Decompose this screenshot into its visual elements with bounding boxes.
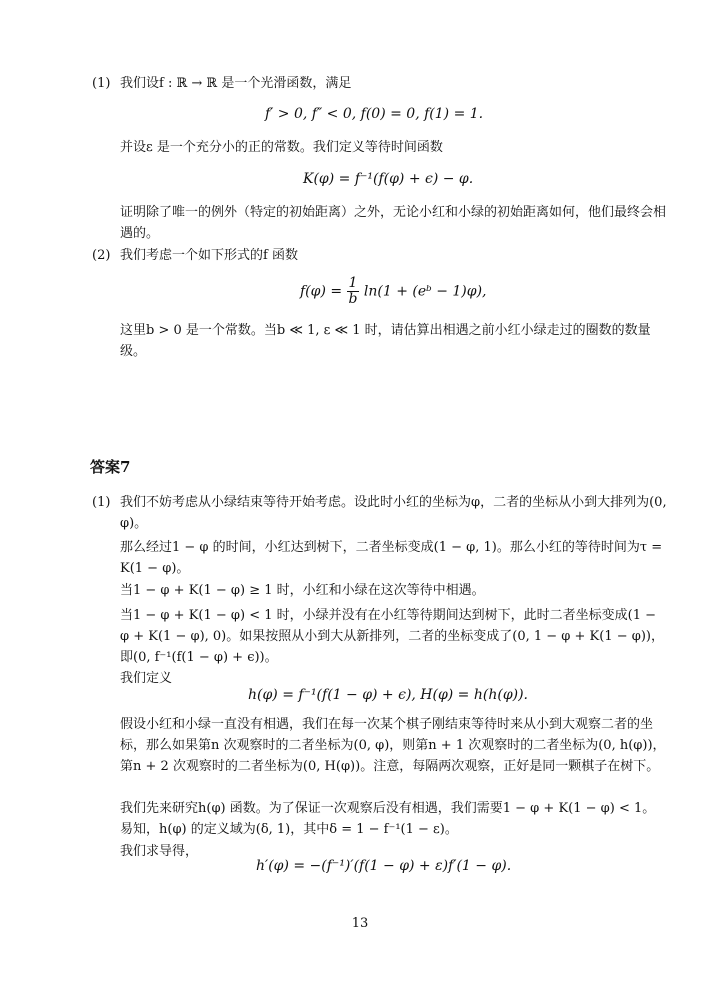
equation-h-derivative: h′(φ) = −(f⁻¹)′(f(1 − φ) + ε)f′(1 − φ). [256, 858, 512, 874]
answer-para-2: 那么经过1 − φ 的时间，小红达到树下，二者坐标变成(1 − φ, 1)。那么小红的等待时间为τ = K(1 − φ)。 [120, 540, 663, 576]
answer-para-3-block [92, 580, 667, 601]
answer-para-6: 假设小红和小绿一直没有相遇，我们在每一次某个棋子刚结束等待时来从小到大观察二者的坐标，那么如果第n 次观察时的二者坐标为(0, φ)，则第n + 1 次观察时的二者坐标为(0, h(φ))，第n + 2 次观察时的二者坐标为(0, H(φ))。注意，每隔两次观察，正好是同一颗棋子在树下。 [120, 717, 666, 774]
question-1-intro: 我们设f : ℝ → ℝ 是一个光滑函数，满足 [120, 76, 352, 91]
fraction-denominator: b [348, 291, 358, 307]
question-2 [92, 245, 667, 266]
answer-para-8: 我们求导得， [120, 844, 199, 859]
equation-waiting-function: K(φ) = f⁻¹(f(φ) + ϵ) − φ. [303, 171, 474, 187]
answer-para-5: 我们定义 [120, 671, 173, 686]
equation-f-left: f(φ) = [300, 283, 347, 300]
answer-para-3: 当1 − φ + K(1 − φ) ≥ 1 时，小红和小绿在这次等待中相遇。 [120, 583, 485, 598]
answer-para-7: 我们先来研究h(φ) 函数。为了保证一次观察后没有相遇，我们需要1 − φ + K(1 − φ) < 1。易知，h(φ) 的定义域为(δ, 1)，其中δ = 1 − f⁻¹(1 − ε)。 [120, 801, 656, 837]
question-1-para3: 证明除了唯一的例外（特定的初始距离）之外，无论小红和小绿的初始距离如何，他们最终会相遇的。 [120, 205, 667, 241]
equation-h-definition: h(φ) = f⁻¹(f(1 − φ) + ϵ), H(φ) = h(h(φ)). [248, 687, 528, 703]
question-2-para2: 这里b > 0 是一个常数。当b ≪ 1, ε ≪ 1 时，请估算出相遇之前小红小绿走过的圈数的数量级。 [120, 323, 651, 359]
question-1-para2-block [92, 137, 667, 158]
answer-heading: 答案7 [90, 458, 131, 476]
equation-conditions: f′ > 0, f″ < 0, f(0) = 0, f(1) = 1. [265, 106, 484, 122]
answer-para-2-block [92, 537, 667, 579]
question-2-para2-block [92, 320, 667, 362]
question-2-intro: 我们考虑一个如下形式的f 函数 [120, 248, 298, 263]
equation-f-fraction [347, 276, 360, 307]
equation-f-form [300, 276, 486, 307]
answer-1-number: (1) [92, 495, 111, 510]
answer-para-4-block [92, 605, 667, 668]
answer-para-4: 当1 − φ + K(1 − φ) < 1 时，小绿并没有在小红等待期间达到树下，此时二者坐标变成(1 − φ + K(1 − φ), 0)。如果按照从小到大从新排列，二者的坐标变成了(0, 1 − φ + K(1 − φ))，即(0, f⁻¹(f(1 − φ) + ϵ))。 [120, 608, 665, 665]
equation-f-right: ln(1 + (eᵇ − 1)φ), [363, 283, 487, 300]
question-1-para2: 并设ε 是一个充分小的正的常数。我们定义等待时间函数 [120, 140, 443, 155]
page-number: 13 [351, 916, 369, 931]
question-1 [92, 73, 667, 94]
fraction-numerator: 1 [348, 275, 358, 291]
answer-para-6-block [92, 714, 667, 777]
answer-para-7-block [92, 798, 667, 840]
question-1-para3-block [92, 202, 667, 244]
answer-1 [92, 492, 667, 534]
question-2-number: (2) [92, 248, 111, 263]
question-1-number: (1) [92, 76, 111, 91]
answer-para-1: 我们不妨考虑从小绿结束等待开始考虑。设此时小红的坐标为φ，二者的坐标从小到大排列为(0, φ)。 [120, 495, 667, 531]
